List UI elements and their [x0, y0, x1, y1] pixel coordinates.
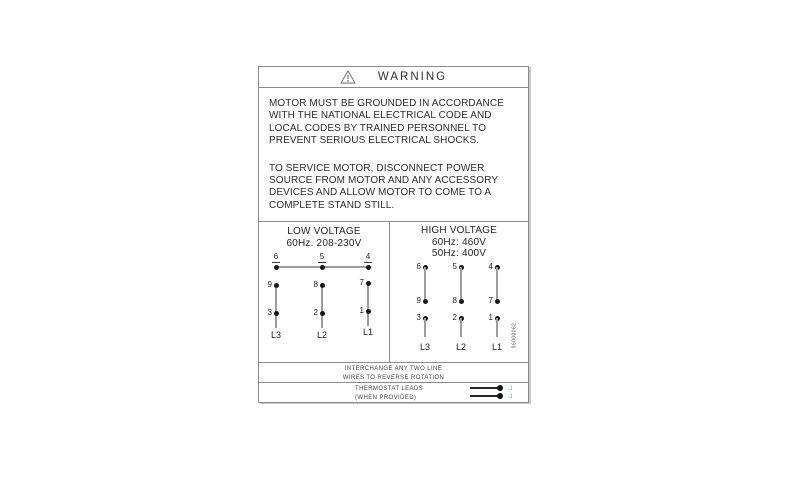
- low-voltage-title: LOW VOLTAGE: [287, 226, 361, 237]
- terminal-3: 3: [416, 313, 421, 322]
- terminal-dot: [274, 311, 279, 316]
- thermostat-leads-line2: (WHEN PROVIDED): [355, 395, 417, 401]
- wire: [321, 285, 323, 328]
- wire: [496, 318, 498, 337]
- lead-label-j: J: [509, 384, 513, 392]
- thermostat-leads-text: [355, 385, 423, 403]
- terminal-dot: [366, 265, 371, 270]
- rotation-notice: [259, 363, 528, 383]
- text-line: LOCAL CODES BY TRAINED PERSONNEL TO: [269, 122, 487, 134]
- lead-wire: [470, 395, 498, 397]
- warning-triangle-icon: [340, 70, 356, 84]
- terminal-6: 6: [416, 262, 421, 271]
- low-voltage-subtitle: 60Hz. 208-230V: [286, 238, 362, 249]
- high-voltage-subtitle-50hz: 50Hz: 400V: [431, 248, 487, 259]
- thermostat-lead-symbol: [470, 393, 512, 399]
- terminal-dot: [274, 265, 279, 270]
- line-label-l2: L2: [455, 342, 466, 352]
- high-voltage-panel: [390, 222, 528, 362]
- rotation-notice-line1: INTERCHANGE ANY TWO LINE: [344, 366, 443, 372]
- warning-title: WARNING: [377, 71, 448, 83]
- terminal-dot: [423, 299, 428, 304]
- text-line: PREVENT SERIOUS ELECTRICAL SHOCKS.: [269, 135, 480, 147]
- wire: [424, 267, 426, 301]
- low-voltage-panel: [259, 222, 390, 362]
- terminal-8: 8: [452, 296, 457, 305]
- terminal-5: 5: [452, 262, 457, 271]
- warning-header: [259, 67, 528, 88]
- line-label-l1: L1: [491, 342, 502, 352]
- terminal-4: 4: [365, 252, 371, 261]
- wire: [460, 318, 462, 337]
- lead-label-j: J: [509, 392, 513, 400]
- wire: [460, 267, 462, 301]
- terminal-9: 9: [416, 296, 421, 305]
- low-voltage-title-block: [259, 222, 389, 250]
- text-line: COMPLETE STAND STILL.: [269, 199, 395, 211]
- line-label-l1: L1: [362, 327, 373, 337]
- text-line: SOURCE FROM MOTOR AND ANY ACCESSORY: [269, 175, 499, 187]
- line-label-l2: L2: [316, 330, 327, 340]
- line-label-l3: L3: [270, 330, 281, 340]
- terminal-7: 7: [359, 278, 364, 287]
- warning-body-text: [259, 88, 528, 222]
- terminal-2: 2: [452, 313, 457, 322]
- wire: [275, 285, 277, 328]
- terminal-1: 1: [359, 306, 364, 315]
- terminal-dot: [366, 309, 371, 314]
- terminal-dot: [366, 281, 371, 286]
- high-voltage-subtitle-60hz: 60Hz: 460V: [431, 236, 487, 248]
- terminal-dot: [320, 283, 325, 288]
- terminal-5: 5: [319, 252, 325, 261]
- thermostat-leads-line1: THERMOSTAT LEADS: [355, 386, 424, 392]
- terminal-1: 1: [488, 313, 493, 322]
- text-line: WITH THE NATIONAL ELECTRICAL CODE AND: [269, 110, 492, 122]
- terminal-dot: [459, 299, 464, 304]
- wire: [496, 267, 498, 301]
- terminal-4: 4: [488, 262, 493, 271]
- terminal-dot: [495, 299, 500, 304]
- terminal-dot: [320, 311, 325, 316]
- lead-terminal-dot: [497, 385, 503, 391]
- thermostat-leads-row: [259, 383, 528, 402]
- text-line: DEVICES AND ALLOW MOTOR TO COME TO A: [269, 187, 492, 199]
- voltage-diagrams: [259, 222, 528, 363]
- text-line: MOTOR MUST BE GROUNDED IN ACCORDANCE: [269, 98, 504, 109]
- line-label-l3: L3: [419, 342, 430, 352]
- terminal-8: 8: [313, 280, 318, 289]
- terminal-7: 7: [488, 296, 493, 305]
- high-voltage-title: HIGH VOLTAGE: [421, 225, 497, 236]
- text-line: TO SERVICE MOTOR, DISCONNECT POWER: [269, 162, 485, 174]
- terminal-9: 9: [267, 280, 272, 289]
- part-number-vertical: 96000062: [511, 322, 518, 349]
- wire: [367, 284, 369, 326]
- terminal-dot: [320, 265, 325, 270]
- rotation-notice-line2: WIRES TO REVERSE ROTATION: [342, 375, 445, 381]
- terminal-6: 6: [273, 252, 279, 261]
- terminal-2: 2: [313, 308, 318, 317]
- high-voltage-title-block: [390, 222, 528, 260]
- wire: [424, 318, 426, 337]
- motor-warning-label: [258, 66, 529, 403]
- service-paragraph: [269, 163, 520, 213]
- lead-terminal-dot: [497, 393, 503, 399]
- terminal-dot: [274, 283, 279, 288]
- terminal-3: 3: [267, 308, 272, 317]
- grounding-paragraph: [269, 98, 520, 148]
- lead-wire: [470, 387, 498, 389]
- thermostat-lead-symbol: [470, 385, 512, 391]
